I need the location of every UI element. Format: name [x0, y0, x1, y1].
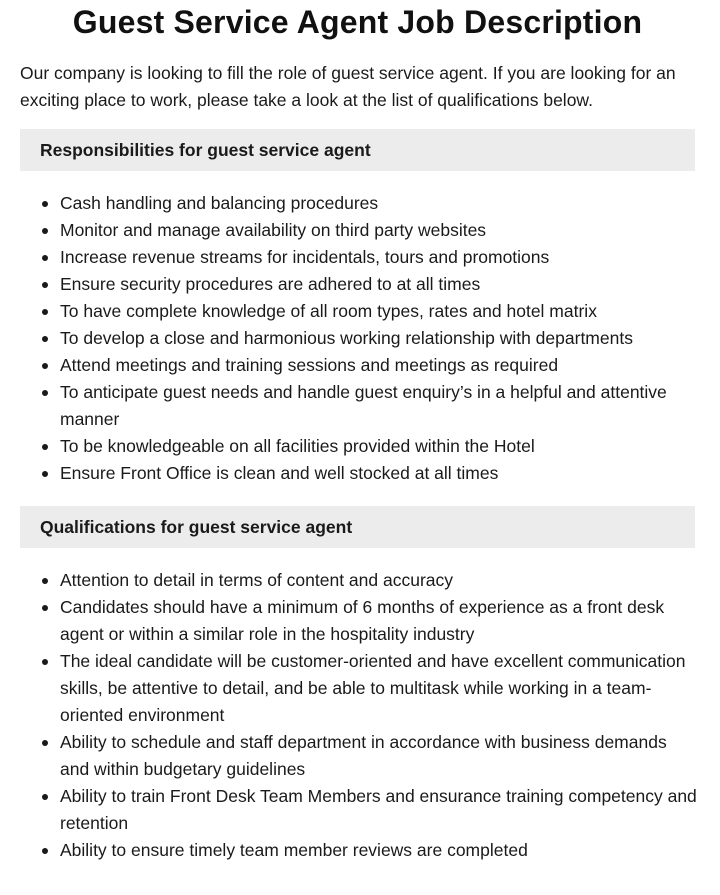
list-item: Attention to detail in terms of content and accuracy: [60, 567, 700, 594]
intro-paragraph: Our company is looking to fill the role of guest service agent. If you are looking for an exciting place to work, please take a look at the list of qualifications below.: [20, 63, 676, 110]
list-item: To have complete knowledge of all room types, rates and hotel matrix: [60, 298, 700, 325]
list-item: Attend meetings and training sessions and meetings as required: [60, 352, 700, 379]
list-item: Ability to train Front Desk Team Members and ensurance training competency and retention: [60, 783, 700, 837]
responsibilities-heading: Responsibilities for guest service agent: [20, 129, 695, 171]
list-item: Ensure security procedures are adhered to at all times: [60, 271, 700, 298]
qualifications-heading: Qualifications for guest service agent: [20, 506, 695, 548]
qualifications-list: [20, 567, 700, 864]
list-item: Ability to schedule and staff department in accordance with business demands and within budgetary guidelines: [60, 729, 700, 783]
list-item: To develop a close and harmonious working relationship with departments: [60, 325, 700, 352]
list-item: To be knowledgeable on all facilities provided within the Hotel: [60, 433, 700, 460]
list-item: Cash handling and balancing procedures: [60, 190, 700, 217]
list-item: To anticipate guest needs and handle guest enquiry’s in a helpful and attentive manner: [60, 379, 700, 433]
list-item: Ability to ensure timely team member reviews are completed: [60, 837, 700, 864]
responsibilities-list: [20, 190, 700, 487]
page-title: Guest Service Agent Job Description: [72, 4, 643, 40]
list-item: Monitor and manage availability on third party websites: [60, 217, 700, 244]
list-item: Candidates should have a minimum of 6 months of experience as a front desk agent or within a similar role in the hospitality industry: [60, 594, 700, 648]
list-item: The ideal candidate will be customer-oriented and have excellent communication skills, be attentive to detail, and be able to multitask while working in a team-oriented environment: [60, 648, 700, 729]
list-item: Increase revenue streams for incidentals, tours and promotions: [60, 244, 700, 271]
list-item: Ensure Front Office is clean and well stocked at all times: [60, 460, 700, 487]
